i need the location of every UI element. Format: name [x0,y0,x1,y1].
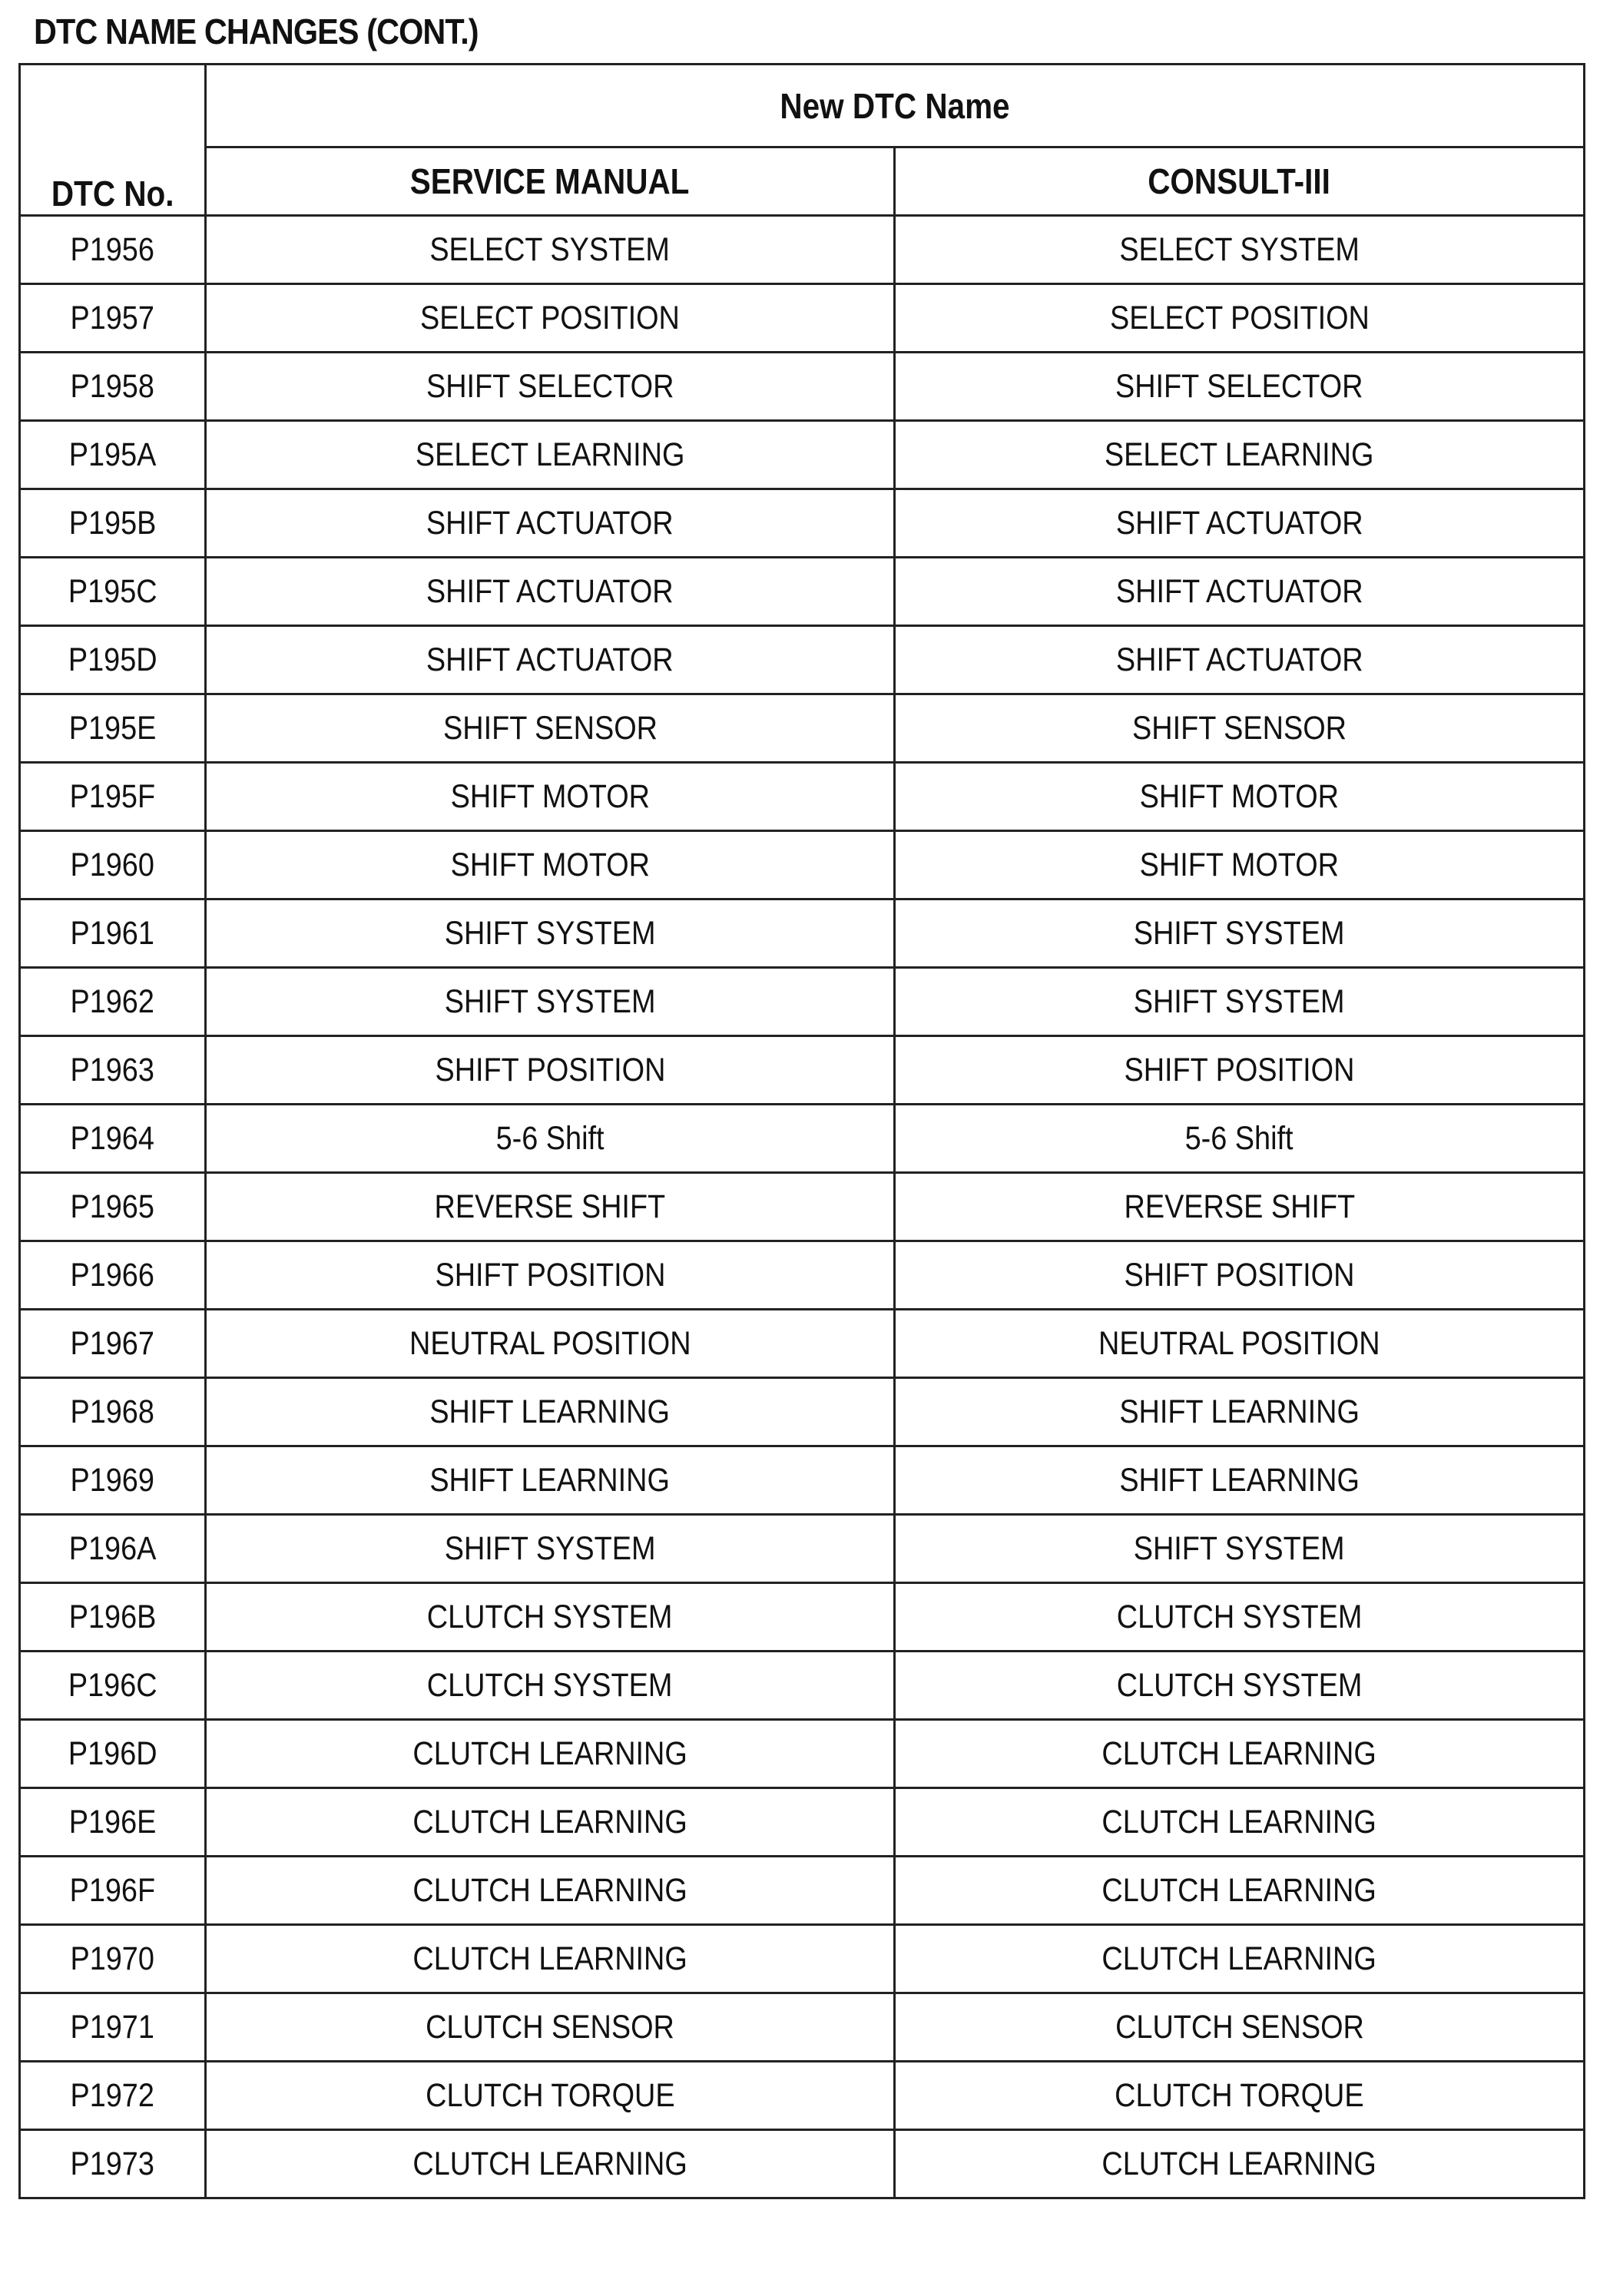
dtc-number-cell [20,1515,206,1583]
dtc-number-cell-text: P1967 [70,1324,155,1362]
dtc-number-cell-text: P196A [68,1529,157,1567]
service-manual-name-cell [206,1105,895,1173]
consult-name-cell-text: CLUTCH SENSOR [1115,2008,1364,2046]
dtc-number-cell [20,2062,206,2130]
dtc-number-cell-text: P1960 [70,846,155,883]
service-manual-name-cell-text: SELECT SYSTEM [429,230,671,268]
consult-name-cell [895,2062,1585,2130]
service-manual-name-cell [206,763,895,831]
header-consult [895,147,1585,216]
header-consult-label: CONSULT-III [1148,161,1331,201]
consult-name-cell [895,353,1585,421]
service-manual-name-cell-text: SELECT LEARNING [415,436,685,473]
consult-name-cell-text: CLUTCH LEARNING [1101,1940,1377,1977]
consult-name-cell [895,763,1585,831]
dtc-number-cell-text: P195D [68,641,157,678]
consult-name-cell [895,421,1585,489]
dtc-number-cell [20,831,206,900]
table-row [20,900,1585,968]
service-manual-name-cell [206,900,895,968]
service-manual-name-cell-text: CLUTCH LEARNING [412,1940,687,1977]
table-row [20,216,1585,284]
dtc-number-cell-text: P196B [68,1598,157,1635]
consult-name-cell [895,968,1585,1036]
consult-name-cell [895,1993,1585,2062]
service-manual-name-cell [206,1993,895,2062]
dtc-number-cell-text: P196E [68,1803,157,1840]
consult-name-cell [895,1446,1585,1515]
consult-name-cell [895,284,1585,353]
service-manual-name-cell [206,1788,895,1857]
service-manual-name-cell-text: SHIFT SYSTEM [444,982,656,1020]
dtc-number-cell-text: P195F [69,777,156,815]
dtc-number-cell [20,558,206,626]
service-manual-name-cell [206,1583,895,1652]
dtc-number-cell [20,1446,206,1515]
service-manual-name-cell [206,353,895,421]
consult-name-cell-text: CLUTCH LEARNING [1101,1803,1377,1840]
consult-name-cell [895,216,1585,284]
dtc-number-cell [20,216,206,284]
table-row [20,1857,1585,1925]
dtc-number-cell [20,1925,206,1993]
consult-name-cell-text: SHIFT MOTOR [1139,846,1340,883]
consult-name-cell [895,1925,1585,1993]
consult-name-cell-text: SELECT LEARNING [1105,436,1374,473]
consult-name-cell [895,1583,1585,1652]
service-manual-name-cell-text: SHIFT ACTUATOR [426,504,674,542]
service-manual-name-cell [206,1036,895,1105]
table-row [20,694,1585,763]
table-row [20,2062,1585,2130]
service-manual-name-cell-text: CLUTCH TORQUE [425,2076,675,2114]
dtc-number-cell-text: P1963 [70,1051,155,1088]
service-manual-name-cell-text: SHIFT POSITION [435,1256,665,1294]
consult-name-cell-text: 5-6 Shift [1185,1119,1294,1157]
dtc-number-cell [20,284,206,353]
consult-name-cell [895,1788,1585,1857]
consult-name-cell [895,489,1585,558]
dtc-name-table [18,63,1585,2199]
consult-name-cell-text: SHIFT SYSTEM [1134,1529,1345,1567]
table-row [20,2130,1585,2198]
consult-name-cell [895,1720,1585,1788]
consult-name-cell [895,831,1585,900]
table-row [20,968,1585,1036]
service-manual-name-cell-text: SHIFT SELECTOR [426,367,674,405]
dtc-number-cell-text: P196D [68,1734,157,1772]
header-dtc-no [20,65,206,216]
header-row-group [20,65,1585,147]
service-manual-name-cell-text: CLUTCH LEARNING [412,1803,687,1840]
header-service-manual-label: SERVICE MANUAL [410,161,690,201]
dtc-number-cell [20,1241,206,1310]
consult-name-cell-text: SHIFT SENSOR [1132,709,1347,747]
consult-name-cell-text: SELECT SYSTEM [1119,230,1360,268]
dtc-number-cell-text: P1956 [70,230,155,268]
table-row [20,1241,1585,1310]
document-title: DTC NAME CHANGES (CONT.) [34,12,479,51]
consult-name-cell [895,1652,1585,1720]
service-manual-name-cell [206,831,895,900]
table-row [20,1446,1585,1515]
table-row [20,1105,1585,1173]
table-row [20,1993,1585,2062]
service-manual-name-cell [206,2062,895,2130]
table-header [20,65,1585,216]
dtc-number-cell-text: P1957 [70,299,155,336]
service-manual-name-cell [206,1720,895,1788]
service-manual-name-cell-text: SHIFT SENSOR [442,709,658,747]
dtc-number-cell [20,1036,206,1105]
table-row [20,1173,1585,1241]
service-manual-name-cell-text: SHIFT LEARNING [429,1461,671,1499]
dtc-number-cell [20,2130,206,2198]
dtc-number-cell-text: P195E [68,709,157,747]
table-row [20,626,1585,694]
consult-name-cell [895,2130,1585,2198]
table-row [20,1310,1585,1378]
consult-name-cell-text: CLUTCH SYSTEM [1116,1598,1363,1635]
service-manual-name-cell [206,421,895,489]
dtc-number-cell-text: P1961 [70,914,155,952]
service-manual-name-cell [206,1652,895,1720]
dtc-number-cell-text: P1962 [70,982,155,1020]
consult-name-cell [895,1173,1585,1241]
dtc-number-cell [20,694,206,763]
dtc-number-cell-text: P1968 [70,1393,155,1430]
dtc-number-cell-text: P1970 [70,1940,155,1977]
dtc-number-cell-text: P1969 [70,1461,155,1499]
table-row [20,353,1585,421]
table-row [20,1378,1585,1446]
service-manual-name-cell [206,1446,895,1515]
service-manual-name-cell [206,1378,895,1446]
table-row [20,1720,1585,1788]
consult-name-cell [895,558,1585,626]
consult-name-cell [895,1036,1585,1105]
consult-name-cell-text: REVERSE SHIFT [1124,1188,1355,1225]
table-row [20,1515,1585,1583]
dtc-number-cell-text: P1958 [70,367,155,405]
dtc-number-cell-text: P195B [68,504,157,542]
service-manual-name-cell [206,1241,895,1310]
consult-name-cell-text: CLUTCH TORQUE [1115,2076,1364,2114]
service-manual-name-cell [206,1515,895,1583]
consult-name-cell-text: SHIFT ACTUATOR [1115,572,1363,610]
table-row [20,1788,1585,1857]
consult-name-cell [895,1515,1585,1583]
consult-name-cell-text: CLUTCH LEARNING [1101,1871,1377,1909]
dtc-number-cell [20,1105,206,1173]
dtc-number-cell [20,353,206,421]
service-manual-name-cell [206,558,895,626]
service-manual-name-cell-text: SHIFT ACTUATOR [426,641,674,678]
header-new-dtc-name-label: New DTC Name [780,85,1010,126]
table-row [20,421,1585,489]
service-manual-name-cell-text: NEUTRAL POSITION [409,1324,691,1362]
consult-name-cell-text: SHIFT LEARNING [1119,1393,1360,1430]
consult-name-cell-text: NEUTRAL POSITION [1098,1324,1380,1362]
consult-name-cell [895,1241,1585,1310]
consult-name-cell-text: SHIFT ACTUATOR [1115,504,1363,542]
service-manual-name-cell [206,284,895,353]
consult-name-cell-text: SHIFT POSITION [1124,1256,1355,1294]
header-service-manual [206,147,895,216]
table-row [20,1583,1585,1652]
consult-name-cell [895,900,1585,968]
service-manual-name-cell-text: SHIFT POSITION [435,1051,665,1088]
consult-name-cell [895,626,1585,694]
table-row [20,1036,1585,1105]
service-manual-name-cell-text: CLUTCH LEARNING [412,1871,687,1909]
table-row [20,284,1585,353]
dtc-number-cell [20,968,206,1036]
dtc-number-cell [20,1310,206,1378]
service-manual-name-cell [206,216,895,284]
dtc-number-cell-text: P1971 [70,2008,155,2046]
dtc-number-cell [20,1378,206,1446]
dtc-number-cell [20,1788,206,1857]
consult-name-cell-text: CLUTCH LEARNING [1101,1734,1377,1772]
dtc-number-cell [20,1993,206,2062]
dtc-number-cell-text: P1972 [70,2076,155,2114]
table-row [20,1652,1585,1720]
dtc-number-cell [20,763,206,831]
service-manual-name-cell [206,2130,895,2198]
service-manual-name-cell-text: CLUTCH LEARNING [412,1734,687,1772]
service-manual-name-cell-text: SHIFT ACTUATOR [426,572,674,610]
consult-name-cell-text: SHIFT SYSTEM [1134,982,1345,1020]
consult-name-cell-text: SHIFT ACTUATOR [1115,641,1363,678]
dtc-number-cell-text: P1973 [70,2145,155,2182]
consult-name-cell [895,1310,1585,1378]
dtc-number-cell-text: P1966 [70,1256,155,1294]
service-manual-name-cell [206,1310,895,1378]
header-new-dtc-name [206,65,1585,147]
header-dtc-no-label: DTC No. [51,174,174,214]
table-row [20,558,1585,626]
consult-name-cell [895,1857,1585,1925]
dtc-number-cell-text: P1964 [70,1119,155,1157]
consult-name-cell-text: SHIFT LEARNING [1119,1461,1360,1499]
consult-name-cell-text: CLUTCH LEARNING [1101,2145,1377,2182]
header-row-sub [20,147,1585,216]
dtc-number-cell [20,489,206,558]
table-row [20,831,1585,900]
service-manual-name-cell [206,1857,895,1925]
dtc-number-cell-text: P196C [68,1666,157,1704]
dtc-number-cell [20,1583,206,1652]
dtc-number-cell [20,1173,206,1241]
service-manual-name-cell [206,1925,895,1993]
service-manual-name-cell [206,968,895,1036]
service-manual-name-cell-text: CLUTCH SYSTEM [427,1598,673,1635]
service-manual-name-cell [206,694,895,763]
service-manual-name-cell-text: REVERSE SHIFT [434,1188,666,1225]
table-row [20,489,1585,558]
consult-name-cell-text: SHIFT POSITION [1124,1051,1355,1088]
service-manual-name-cell-text: SHIFT SYSTEM [444,1529,656,1567]
dtc-number-cell-text: P195C [68,572,157,610]
service-manual-name-cell-text: CLUTCH SENSOR [426,2008,674,2046]
consult-name-cell-text: CLUTCH SYSTEM [1116,1666,1363,1704]
service-manual-name-cell-text: 5-6 Shift [495,1119,605,1157]
service-manual-name-cell-text: SHIFT LEARNING [429,1393,671,1430]
dtc-number-cell [20,900,206,968]
dtc-number-cell [20,1652,206,1720]
table-row [20,1925,1585,1993]
service-manual-name-cell-text: CLUTCH LEARNING [412,2145,687,2182]
service-manual-name-cell-text: SELECT POSITION [420,299,680,336]
service-manual-name-cell [206,489,895,558]
consult-name-cell-text: SELECT POSITION [1109,299,1370,336]
dtc-number-cell [20,1720,206,1788]
service-manual-name-cell [206,1173,895,1241]
consult-name-cell-text: SHIFT SELECTOR [1115,367,1363,405]
table-body [20,216,1585,2198]
service-manual-name-cell-text: SHIFT SYSTEM [444,914,656,952]
consult-name-cell-text: SHIFT MOTOR [1139,777,1340,815]
dtc-number-cell-text: P195A [68,436,157,473]
service-manual-name-cell-text: SHIFT MOTOR [450,777,650,815]
dtc-number-cell [20,1857,206,1925]
consult-name-cell-text: SHIFT SYSTEM [1134,914,1345,952]
dtc-number-cell [20,421,206,489]
service-manual-name-cell-text: CLUTCH SYSTEM [427,1666,673,1704]
service-manual-name-cell [206,626,895,694]
consult-name-cell [895,1105,1585,1173]
consult-name-cell [895,1378,1585,1446]
table-row [20,763,1585,831]
consult-name-cell [895,694,1585,763]
dtc-number-cell-text: P196F [69,1871,156,1909]
dtc-number-cell-text: P1965 [70,1188,155,1225]
service-manual-name-cell-text: SHIFT MOTOR [450,846,650,883]
dtc-number-cell [20,626,206,694]
